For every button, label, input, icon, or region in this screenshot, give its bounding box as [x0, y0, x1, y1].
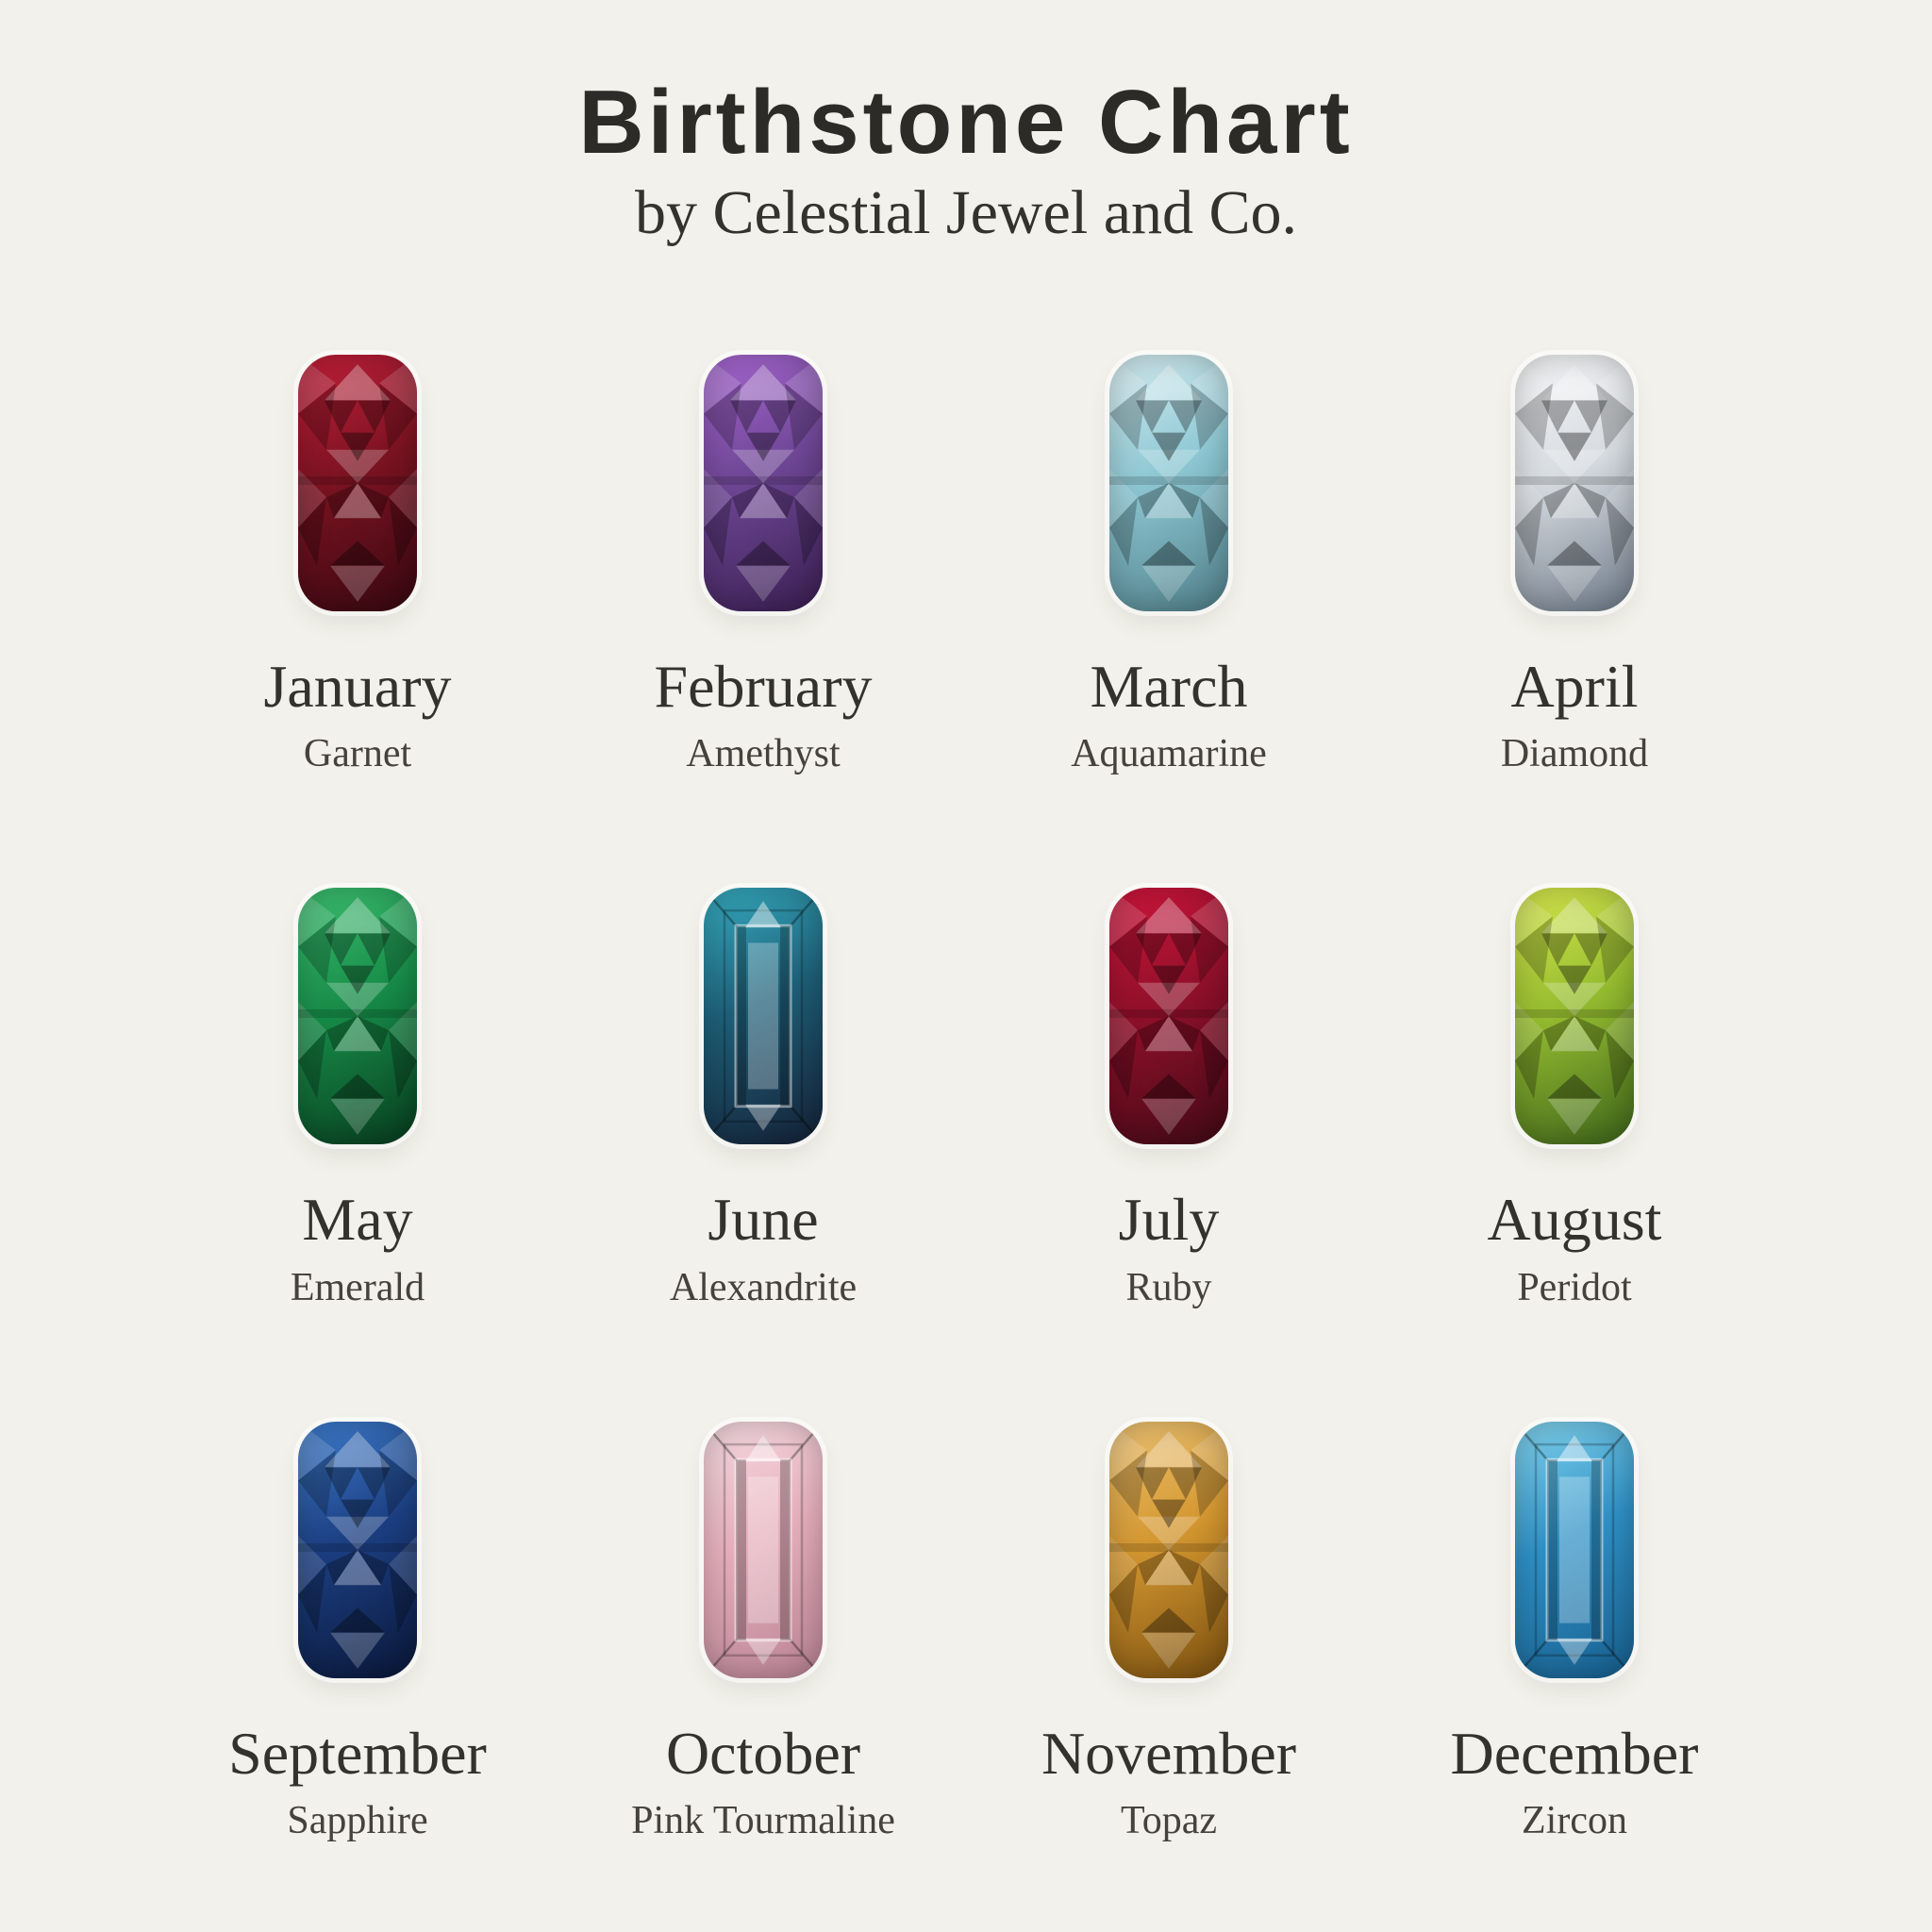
alexandrite-gem [704, 888, 823, 1144]
stone-label: Aquamarine [1071, 732, 1267, 776]
garnet-gem [298, 355, 417, 611]
month-label: March [1090, 653, 1248, 721]
birthstone-april [1372, 355, 1777, 774]
stone-label: Ruby [1125, 1265, 1212, 1309]
aquamarine-gem [1109, 355, 1228, 611]
stone-label: Amethyst [686, 732, 841, 776]
month-label: January [263, 653, 452, 721]
page-subtitle: by Celestial Jewel and Co. [634, 177, 1298, 247]
stone-label: Alexandrite [669, 1265, 858, 1309]
emerald-gem [298, 888, 417, 1144]
stone-label: Emerald [290, 1265, 425, 1309]
ruby-gem [1109, 888, 1228, 1144]
birthstone-november [966, 1422, 1372, 1841]
amethyst-gem [704, 355, 823, 611]
month-label: April [1510, 653, 1639, 721]
pink-tourmaline-gem [704, 1422, 823, 1678]
peridot-gem [1515, 888, 1634, 1144]
birthstone-grid [0, 355, 1932, 1841]
birthstone-september [155, 1422, 560, 1841]
month-label: May [302, 1186, 413, 1254]
month-label: July [1118, 1186, 1220, 1254]
month-label: December [1450, 1719, 1699, 1787]
topaz-gem [1109, 1422, 1228, 1678]
month-label: November [1041, 1719, 1297, 1787]
month-label: February [654, 653, 873, 721]
stone-label: Diamond [1500, 732, 1649, 776]
stone-label: Garnet [303, 732, 412, 776]
stone-label: Zircon [1522, 1798, 1627, 1842]
birthstone-december [1372, 1422, 1777, 1841]
birthstone-july [966, 888, 1372, 1307]
month-label: June [708, 1186, 819, 1254]
month-label: August [1487, 1186, 1662, 1254]
stone-label: Pink Tourmaline [631, 1798, 895, 1842]
month-label: October [665, 1719, 861, 1787]
diamond-gem [1515, 355, 1634, 611]
stone-label: Topaz [1120, 1798, 1217, 1842]
sapphire-gem [298, 1422, 417, 1678]
birthstone-june [560, 888, 966, 1307]
birthstone-january [155, 355, 560, 774]
stone-label: Peridot [1517, 1265, 1632, 1309]
birthstone-may [155, 888, 560, 1307]
birthstone-october [560, 1422, 966, 1841]
page-title: Birthstone Chart [578, 72, 1354, 173]
month-label: September [228, 1719, 487, 1787]
zircon-gem [1515, 1422, 1634, 1678]
poster-header [0, 0, 1932, 245]
stone-label: Sapphire [287, 1798, 428, 1842]
birthstone-march [966, 355, 1372, 774]
birthstone-august [1372, 888, 1777, 1307]
birthstone-february [560, 355, 966, 774]
